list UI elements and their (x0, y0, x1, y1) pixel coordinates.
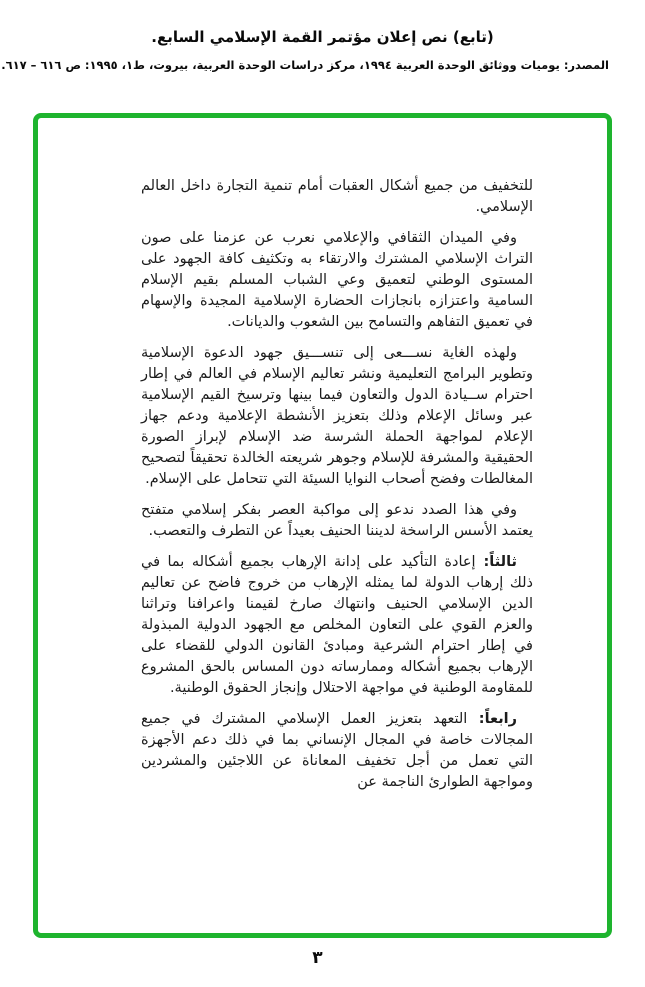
document-body (141, 176, 533, 803)
paragraph (141, 552, 533, 699)
paragraph (141, 228, 533, 333)
paragraph-lead-thirdly: ثالثاً: (475, 554, 517, 570)
paragraph-text: ولهذه الغاية نســـعى إلى تنســـيق جهود الدعوة الإسلامية وتطوير البرامج التعليمية ونشر تعاليم الإسلام في العالم في إطار احترام ســيادة الدول والتعاون فيما بينها وترسيخ القيم الإسلامية عبر وسائل الإعلام وذلك بتعزيز الأنشطة الإعلامية ودعم جهاز الإعلام لمواجهة الحملة الشرسة ضد الإسلام لإبراز الصورة الحقيقية والمشرفة للإسلام وجوهر شريعته الخالدة تحقيقاً لتصحيح المغالطات وفضح أصحاب النوايا السيئة التي تتحامل على الإسلام. (141, 345, 533, 487)
paragraph-text: إعادة التأكيد على إدانة الإرهاب بجميع أشكاله بما في ذلك إرهاب الدولة لما يمثله الإرهاب من خروج فاضح عن تعاليم الدين الإسلامي الحنيف وانتهاك صارخ لقيمنا واعرافنا وتراثنا والعزم القوي على التعاون المخلص مع الجهود الدولية المبذولة في إطار احترام الشرعية ومبادئ القانون الدولي للقضاء على الإرهاب بجميع أشكاله وممارساته دون المساس بالحق المشروع للمقاومة الوطنية في مواجهة الاحتلال وإنجاز الحقوق الوطنية. (141, 554, 533, 696)
paragraph-text: للتخفيف من جميع أشكال العقبات أمام تنمية التجارة داخل العالم الإسلامي. (141, 178, 533, 215)
source-citation: المصدر: يوميات ووثائق الوحدة العربية ١٩٩٤، مركز دراسات الوحدة العربية، بيروت، ط١، ١٩٩٥: ص ٦١٦ – ٦١٧. (1, 58, 609, 72)
paragraph (141, 176, 533, 218)
page-header-title: (تابع) نص إعلان مؤتمر القمة الإسلامي السابع. (151, 28, 494, 46)
paragraph-lead-fourthly: رابعاً: (467, 711, 517, 727)
paragraph-text: وفي الميدان الثقافي والإعلامي نعرب عن عزمنا على صون التراث الإسلامي المشترك والارتقاء به وتكثيف كافة الجهود على المستوى الوطني لتعميق وعي الشباب المسلم بقيم الإسلام السامية واعتزازه بانجازات الحضارة الإسلامية المجيدة والإسهام في تعميق التفاهم والتسامح بين الشعوب والديانات. (141, 230, 533, 330)
paragraph (141, 343, 533, 490)
page-number: ٣ (312, 948, 323, 968)
paragraph (141, 500, 533, 542)
paragraph-text: التعهد بتعزيز العمل الإسلامي المشترك في جميع المجالات خاصة في المجال الإنساني بما في ذلك دعم الأجهزة التي تعمل من أجل تخفيف المعاناة عن اللاجئين والمشردين ومواجهة الطوارئ الناجمة عن (141, 711, 533, 790)
paragraph (141, 709, 533, 793)
paragraph-text: وفي هذا الصدد ندعو إلى مواكبة العصر بفكر إسلامي متفتح يعتمد الأسس الراسخة لديننا الحنيف بعيداً عن التطرف والتعصب. (141, 502, 533, 539)
